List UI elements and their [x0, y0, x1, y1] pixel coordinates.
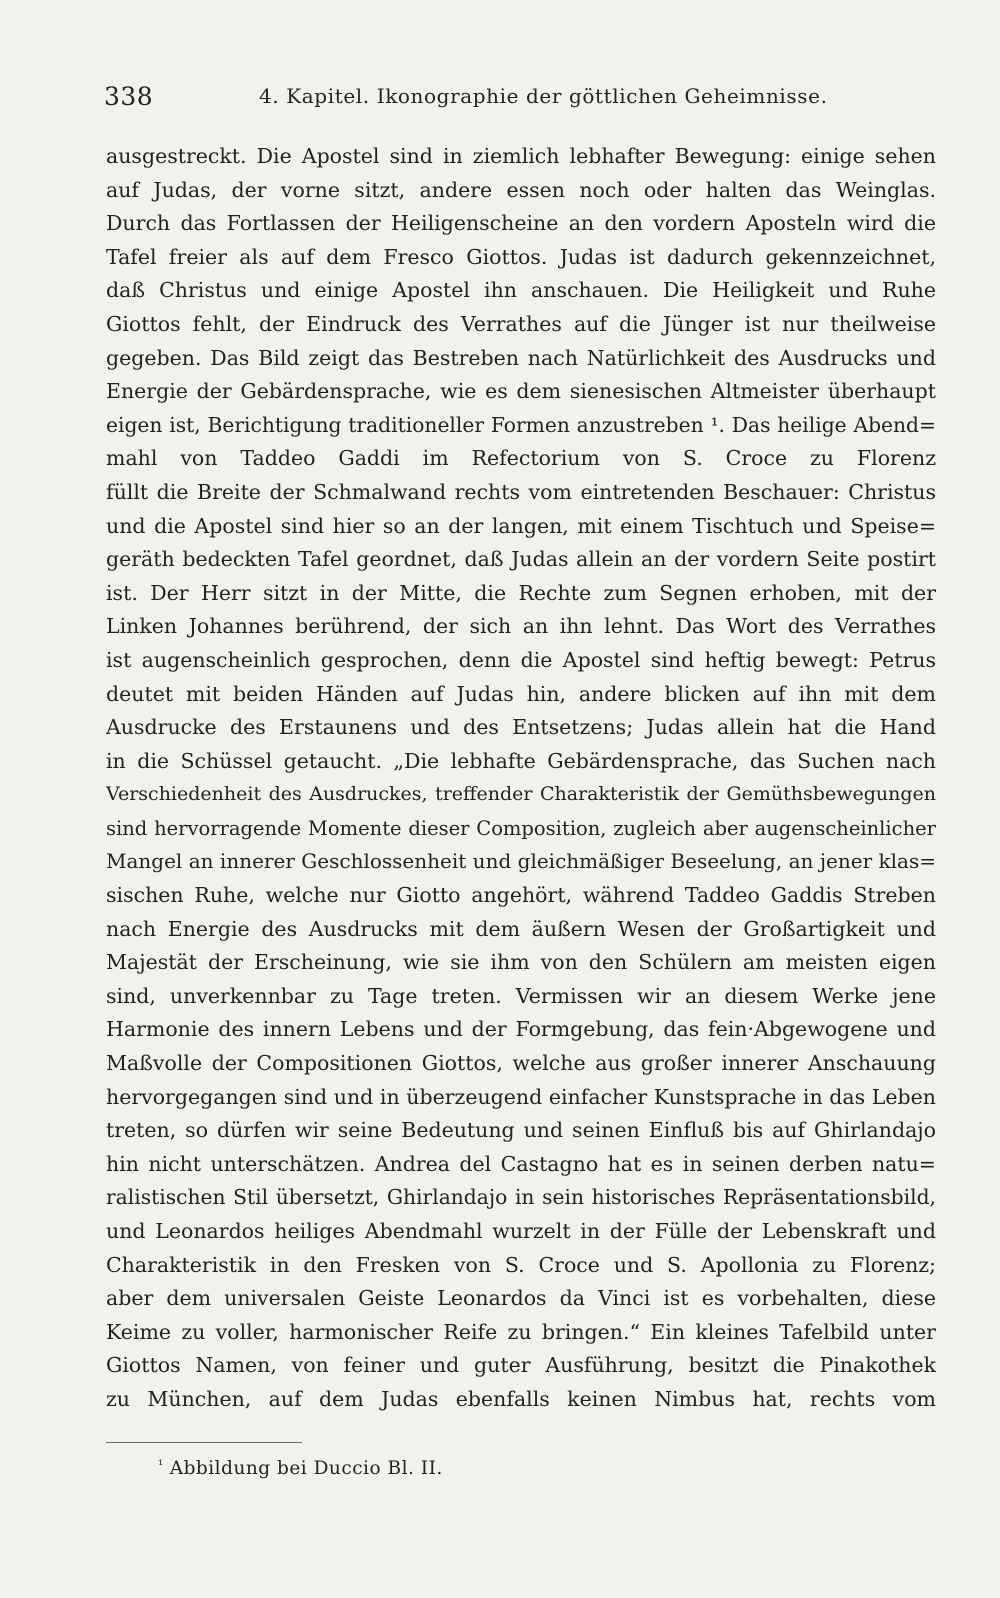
- text-line: nach Energie des Ausdrucks mit dem äußern Wesen der Großartigkeit und: [106, 916, 936, 941]
- text-line: aber dem universalen Geiste Leonardos da Vinci ist es vorbehalten, diese: [106, 1286, 936, 1311]
- text-line: ist augenscheinlich gesprochen, denn die Apostel sind heftig bewegt: Petrus: [106, 647, 936, 672]
- page-number: 338: [104, 82, 154, 111]
- text-line: Durch das Fortlassen der Heiligenscheine an den vordern Aposteln wird die: [106, 211, 936, 236]
- text-line: ist. Der Herr sitzt in der Mitte, die Rechte zum Segnen erhoben, mit der: [106, 580, 936, 605]
- text-line: Majestät der Erscheinung, wie sie ihm von den Schülern am meisten eigen: [106, 950, 936, 975]
- footnote-marker: ¹: [158, 1458, 164, 1473]
- text-line: hin nicht unterschätzen. Andrea del Castagno hat es in seinen derben natu=: [106, 1151, 936, 1176]
- text-line: daß Christus und einige Apostel ihn anschauen. Die Heiligkeit und Ruhe: [106, 278, 936, 303]
- footnote: [158, 1458, 443, 1479]
- text-line: füllt die Breite der Schmalwand rechts vom eintretenden Beschauer: Christus: [106, 479, 936, 504]
- text-line: Keime zu voller, harmonischer Reife zu bringen.“ Ein kleines Tafelbild unter: [106, 1319, 936, 1344]
- body-text: [106, 140, 936, 1417]
- text-line: Giottos Namen, von feiner und guter Ausführung, besitzt die Pinakothek: [106, 1353, 936, 1378]
- footnote-rule: [106, 1442, 302, 1443]
- text-line: zu München, auf dem Judas ebenfalls keinen Nimbus hat, rechts vom: [106, 1386, 936, 1411]
- text-line: geräth bedeckten Tafel geordnet, daß Judas allein an der vordern Seite postirt: [106, 547, 936, 572]
- text-line: ausgestreckt. Die Apostel sind in ziemlich lebhafter Bewegung: einige sehen: [106, 144, 936, 168]
- text-line: Verschiedenheit des Ausdruckes, treffender Charakteristik der Gemüthsbewegungen: [106, 783, 936, 806]
- text-line: mahl von Taddeo Gaddi im Refectorium von S. Croce zu Florenz: [106, 446, 936, 471]
- text-line: auf Judas, der vorne sitzt, andere essen noch oder halten das Weinglas.: [106, 177, 936, 202]
- text-line: eigen ist, Berichtigung traditioneller Formen anzustreben ¹. Das heilige Abend=: [106, 412, 936, 437]
- text-line: Tafel freier als auf dem Fresco Giottos. Judas ist dadurch gekennzeichnet,: [106, 244, 936, 269]
- page-header: [104, 82, 936, 118]
- text-line: Mangel an innerer Geschlossenheit und gleichmäßiger Beseelung, an jener klas=: [106, 849, 936, 874]
- text-line: Linken Johannes berührend, der sich an ihn lehnt. Das Wort des Verrathes: [106, 614, 936, 639]
- footnote-text: Abbildung bei Duccio Bl. II.: [169, 1458, 443, 1479]
- text-line: und die Apostel sind hier so an der langen, mit einem Tischtuch und Speise=: [106, 513, 936, 538]
- text-line: gegeben. Das Bild zeigt das Bestreben nach Natürlichkeit des Ausdrucks und: [106, 345, 936, 370]
- text-line: treten, so dürfen wir seine Bedeutung und seinen Einfluß bis auf Ghirlandajo: [106, 1118, 936, 1143]
- text-line: hervorgegangen sind und in überzeugend einfacher Kunstsprache in das Leben: [106, 1084, 936, 1109]
- text-line: Maßvolle der Compositionen Giottos, welche aus großer innerer Anschauung: [106, 1051, 936, 1076]
- text-line: in die Schüssel getaucht. „Die lebhafte Gebärdensprache, das Suchen nach: [106, 748, 936, 773]
- text-line: deutet mit beiden Händen auf Judas hin, andere blicken auf ihn mit dem: [106, 681, 936, 706]
- text-line: sind, unverkennbar zu Tage treten. Vermissen wir an diesem Werke jene: [106, 983, 936, 1008]
- text-line: Charakteristik in den Fresken von S. Croce und S. Apollonia zu Florenz;: [106, 1252, 936, 1277]
- text-line: und Leonardos heiliges Abendmahl wurzelt in der Fülle der Lebenskraft und: [106, 1219, 936, 1243]
- text-line: sind hervorragende Momente dieser Composition, zugleich aber augenscheinlicher: [106, 816, 936, 840]
- text-line: Energie der Gebärdensprache, wie es dem sienesischen Altmeister überhaupt: [106, 379, 936, 404]
- text-line: Ausdrucke des Erstaunens und des Entsetzens; Judas allein hat die Hand: [106, 715, 936, 740]
- running-head: 4. Kapitel. Ikonographie der göttlichen Geheimnisse.: [259, 84, 828, 108]
- text-line: Harmonie des innern Lebens und der Formgebung, das fein·Abgewogene und: [106, 1017, 936, 1042]
- text-line: sischen Ruhe, welche nur Giotto angehört, während Taddeo Gaddis Streben: [106, 883, 936, 908]
- text-line: ralistischen Stil übersetzt, Ghirlandajo in sein historisches Repräsentationsbild,: [106, 1185, 936, 1210]
- text-line: Giottos fehlt, der Eindruck des Verrathes auf die Jünger ist nur theilweise: [106, 311, 936, 336]
